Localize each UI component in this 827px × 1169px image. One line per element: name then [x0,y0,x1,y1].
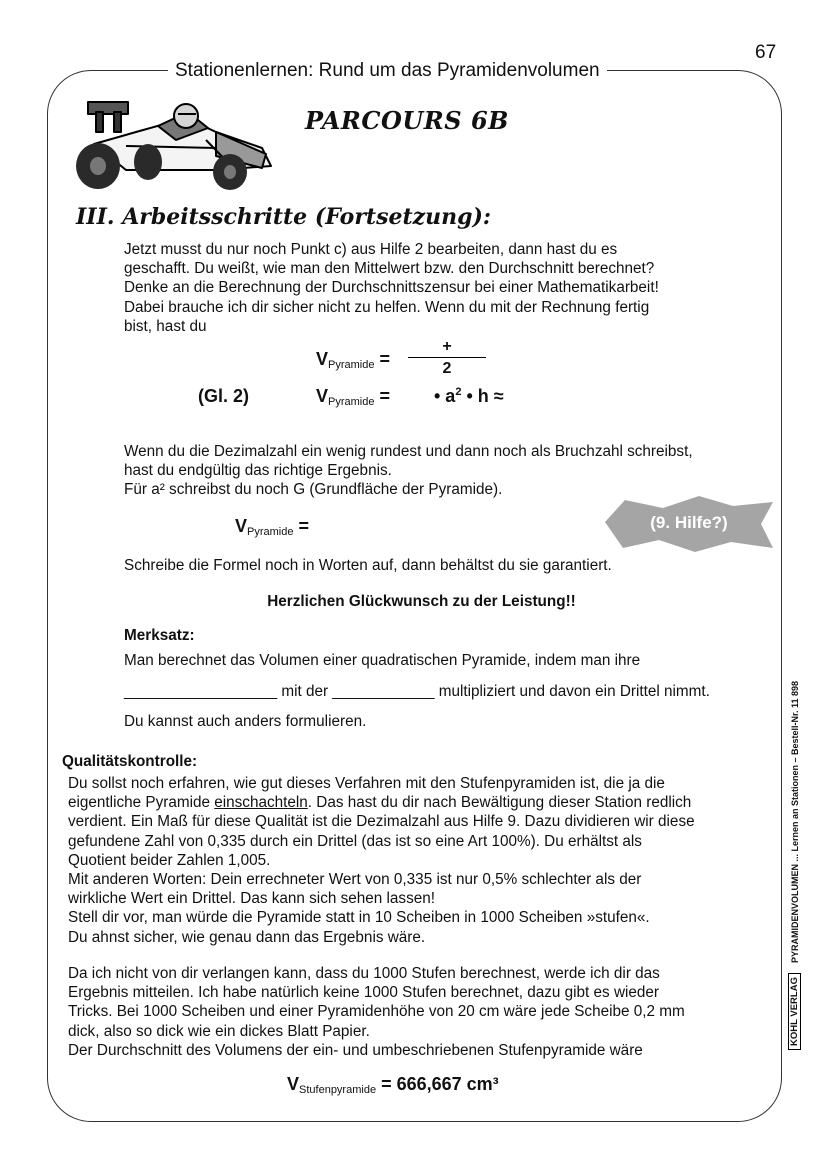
equation-label: (Gl. 2) [198,386,250,406]
publisher-logo: KOHL VERLAG [788,973,801,1050]
hint-badge [603,494,775,554]
text-line: Stell dir vor, man würde die Pyramide statt in 10 Scheiben in 1000 Scheiben »stufen«. [68,909,650,927]
text-line: Da ich nicht von dir verlangen kann, dass du 1000 Stufen berechnest, werde ich dir das [68,965,660,982]
final-value: = 666,667 cm³ [376,1074,499,1094]
rhs-term: • h ≈ [461,386,504,406]
section-heading: III. Arbeitsschritte (Fortsetzung): [76,204,492,230]
text-line: bist, hast du [124,317,207,335]
parcours-title: PARCOURS 6B [305,106,509,135]
intro-paragraph [124,240,659,336]
equals-sign: = [379,349,391,369]
merksatz-line: Du kannst auch anders formulieren. [124,713,367,730]
fraction-denominator: 2 [442,360,452,377]
formula-rhs [434,386,504,407]
volume-symbol: V [316,349,329,369]
merksatz-line: Man berechnet das Volumen einer quadratischen Pyramide, indem man ihre [124,652,641,669]
header-title: Stationenlernen: Rund um das Pyramidenvolumen [168,60,607,82]
text-line: Quotient beider Zahlen 1,005. [68,851,271,869]
write-in-words-text: Schreibe die Formel noch in Worten auf, dann behältst du sie garantiert. [124,557,612,574]
text-line: Dabei brauche ich dir sicher nicht zu helfen. Wenn du mit der Rechnung fertig [124,298,650,316]
side-publisher-text [788,610,801,1050]
text-fragment: eigentliche Pyramide [68,794,215,812]
quality-paragraph-2 [68,964,685,1060]
text-line: Denke an die Berechnung der Durchschnittszensur bei einer Mathematikarbeit! [124,279,659,297]
page-number: 67 [755,42,777,63]
race-car-illustration [66,96,278,192]
text-line: Ergebnis mitteilen. Ich habe natürlich keine 1000 Stufen berechnet, dazu gibt es wieder [68,984,659,1002]
hint-badge-label: (9. Hilfe?) [650,513,728,532]
text-line: Jetzt musst du nur noch Punkt c) aus Hilfe 2 bearbeiten, dann hast du es [124,241,618,258]
fraction-numerator: + [442,338,452,355]
text-line: wirkliche Wert ein Drittel. Das kann sich sehen lassen! [68,890,435,908]
merksatz-title: Merksatz: [124,627,195,644]
quality-control-title: Qualitätskontrolle: [62,753,198,770]
text-line: dick, also so dick wie ein dickes Blatt Papier. [68,1022,370,1040]
volume-subscript: Pyramide [328,396,375,408]
formula-pyramid-fraction [316,349,390,371]
text-line: Wenn du die Dezimalzahl ein wenig rundest und dann noch als Bruchzahl schreibst, [124,443,693,460]
formula-pyramid-blank [235,516,309,538]
text-line [68,793,695,812]
text-line: geschafft. Du weißt, wie man den Mittelwert bzw. den Durchschnitt berechnet? [124,260,655,278]
text-line: Für a² schreibst du noch G (Grundfläche der Pyramide). [124,481,503,499]
text-fragment: . Das hast du dir nach Bewältigung dieser Station redlich [307,794,692,812]
text-line: Du ahnst sicher, wie genau dann das Ergebnis wäre. [68,928,426,946]
volume-symbol: V [287,1074,300,1094]
rounding-paragraph [124,442,693,500]
volume-symbol: V [235,516,248,536]
underlined-word: einschachteln [214,794,308,812]
text-line: Tricks. Bei 1000 Scheiben und einer Pyramidenhöhe von 20 cm wäre jede Scheibe 0,2 mm [68,1003,685,1021]
formula-pyramid-volume [316,386,390,408]
rhs-term: • a [434,386,456,406]
order-info: PYRAMIDENVOLUMEN ... Lernen an Stationen – Bestell-Nr. 11 898 [789,680,800,964]
text-line: Der Durchschnitt des Volumens der ein- und umbeschriebenen Stufenpyramide wäre [68,1041,643,1059]
text-line: Mit anderen Worten: Dein errechneter Wert von 0,335 ist nur 0,5% schlechter als der [68,871,642,889]
text-line: hast du endgültig das richtige Ergebnis. [124,462,392,480]
volume-subscript: Stufenpyramide [299,1084,377,1096]
final-formula [287,1074,499,1096]
congratulations-text: Herzlichen Glückwunsch zu der Leistung!! [267,593,576,610]
quality-paragraph-1 [68,774,695,947]
merksatz-fill-blank-line: __________________ mit der ____________ multipliziert und davon ein Drittel nimmt. [124,683,710,700]
volume-subscript: Pyramide [328,359,375,371]
volume-symbol: V [316,386,329,406]
text-line: gefundene Zahl von 0,335 durch ein Drittel (das ist so eine Art 100%). Du erhältst als [68,832,642,850]
text-line: verdient. Ein Maß für diese Qualität ist die Dezimalzahl aus Hilfe 9. Dazu dividieren wir diese [68,813,695,831]
volume-subscript: Pyramide [247,526,294,538]
rhs-exponent: 2 [455,386,462,398]
equals-sign: = [379,386,391,406]
equals-sign: = [298,516,310,536]
text-line: Du sollst noch erfahren, wie gut dieses Verfahren mit den Stufenpyramiden ist, die ja die [68,775,665,792]
fraction-bar [408,357,486,358]
